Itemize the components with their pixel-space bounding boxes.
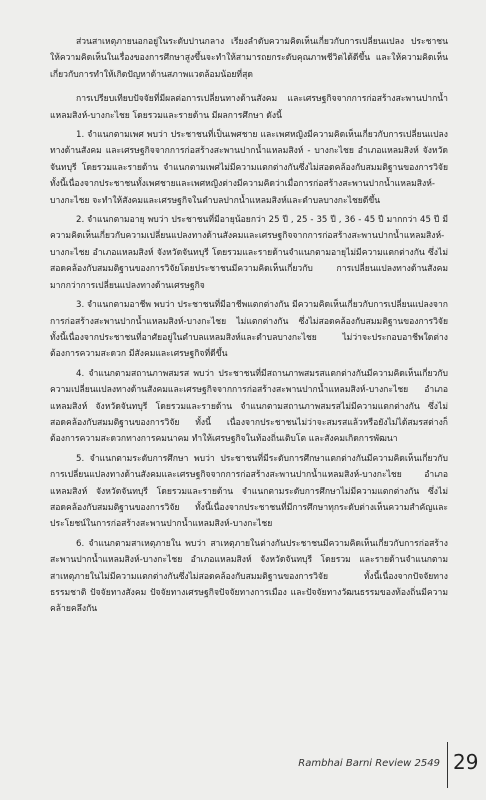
finding-occupation: 3. จำแนกตามอาชีพ พบว่า ประชาชนที่มีอาชีพแตกต่างกัน มีความคิดเห็นเกี่ยวกับการเปลี่ยนแปลงจากการก่อสร้างสะพานปากน้ำแหลมสิงห์-บางกะไชย ไม่แตกต่างกัน ซึ่งไม่สอดคล้องกับสมมติฐานของการวิจัย ทั้งนี้เนื่องจากประชาชนที่อาศัยอยู่ในตำบลแหลมสิงห์และตำบลบางกะไชย ไม่ว่าจะประกอบอาชีพใดต่างต้องการความสะดวก มีสังคมและเศรษฐกิจที่ดีขึ้น [50,300,448,360]
intro-paragraph: ส่วนสาเหตุภายนอกอยู่ในระดับปานกลาง เรียงลำดับความคิดเห็นเกี่ยวกับการเปลี่ยนแปลง ประชาชนให้ความคิดเห็นในเรื่องของการศึกษาสูงขึ้นจะทำให้สามารถยกระดับคุณภาพชีวิตได้ดีขึ้น และให้ความคิดเห็นเกี่ยวกับการทำให้เกิดปัญหาด้านสภาพแวดล้อมน้อยที่สุด [50,37,448,80]
finding-gender: 1. จำแนกตามเพศ พบว่า ประชาชนที่เป็นเพศชาย และเพศหญิงมีความคิดเห็นเกี่ยวกับการเปลี่ยนแปลงทางด้านสังคม และเศรษฐกิจจากการก่อสร้างสะพานปากน้ำแหลมสิงห์ - บางกะไชย อำเภอแหลมสิงห์ จังหวัดจันทบุรี โดยรวมและรายด้าน จำแนกตามเพศไม่มีความแตกต่างกันซึ่งไม่สอดคล้องกับสมมติฐานของการวิจัย ทั้งนี้เนื่องจากประชาชนทั้งเพศชายและเพศหญิงต่างมีความคิดว่าเมื่อการก่อสร้างสะพานปากน้ำแหลมสิงห์-บางกะไชย จะทำให้สังคมและเศรษฐกิจในตำบลปากน้ำแหลมสิงห์และตำบลบางกะไชยดีขึ้น [50,130,448,206]
page-number: 29 [453,750,479,774]
footer-divider [447,742,448,788]
finding-education: 5. จำแนกตามระดับการศึกษา พบว่า ประชาชนที่มีระดับการศึกษาแตกต่างกันมีความคิดเห็นเกี่ยวกับการเปลี่ยนแปลงทางด้านสังคมและเศรษฐกิจจากการก่อสร้างสะพานปากน้ำแหลมสิงห์-บางกะไชย อำเภอแหลมสิงห์ จังหวัดจันทบุรี โดยรวมและรายด้าน จำแนกตามระดับการศึกษาไม่มีความแตกต่างกัน ซึ่งไม่สอดคล้องกับสมมติฐานของการวิจัย ทั้งนี้เนื่องจากประชาชนที่มีการศึกษาทุกระดับต่างเห็นความสำคัญและประโยชน์ในการก่อสร้างสะพานปากน้ำแหลมสิงห์-บางกะไชย [50,453,448,530]
finding-marital-status: 4. จำแนกตามสถานภาพสมรส พบว่า ประชาชนที่มีสถานภาพสมรสแตกต่างกันมีความคิดเห็นเกี่ยวกับความเปลี่ยนแปลงทางด้านสังคมและเศรษฐกิจจากการก่อสร้างสะพานปากน้ำแหลมสิงห์-บางกะไชย อำเภอแหลมสิงห์ จังหวัดจันทบุรี โดยรวมและรายด้าน จำแนกตามสถานภาพสมรสไม่มีความแตกต่างกัน ซึ่งไม่สอดคล้องกับสมมติฐานของการวิจัย ทั้งนี้ เนื่องจากประชาชนไม่ว่าจะสมรสแล้วหรือยังไม่ได้สมรสต่างก็ต้องการความสะดวกทางการคมนาคม ทำให้เศรษฐกิจในท้องถิ่นเติบโต และสังคมเกิดการพัฒนา [50,368,448,445]
journal-title: Rambhai Barni Review 2549 [298,758,440,769]
page-footer [0,742,486,782]
finding-internal-causes: 6. จำแนกตามสาเหตุภายใน พบว่า สาเหตุภายในต่างกันประชาชนมีความคิดเห็นเกี่ยวกับการก่อสร้างสะพานปากน้ำแหลมสิงห์-บางกะไชย อำเภอแหลมสิงห์ จังหวัดจันทบุรี โดยรวม และรายด้านจำแนกตามสาเหตุภายในไม่มีความแตกต่างกันซึ่งไม่สอดคล้องกับสมมติฐานของการวิจัย ทั้งนี้เนื่องจากปัจจัยทางธรรมชาติ ปัจจัยทางสังคม ปัจจัยทางเศรษฐกิจปัจจัยทางการเมือง และปัจจัยทางวัฒนธรรมของท้องถิ่นมีความคล้ายคลึงกัน [50,538,448,615]
comparison-intro-paragraph: การเปรียบเทียบปัจจัยที่มีผลต่อการเปลี่ยนทางด้านสังคม และเศรษฐกิจจากการก่อสร้างสะพานปากน้ำแหลมสิงห์-บางกะไชย โดยรวมและรายด้าน มีผลการศึกษา ดังนี้ [50,94,448,121]
finding-age: 2. จำแนกตามอายุ พบว่า ประชาชนที่มีอายุน้อยกว่า 25 ปี , 25 - 35 ปี , 36 - 45 ปี มากกว่า 45 ปี มีความคิดเห็นเกี่ยวกับความเปลี่ยนแปลงทางด้านสังคมและเศรษฐกิจจากการก่อสร้างสะพานปากน้ำแหลมสิงห์-บางกะไชย อำเภอแหลมสิงห์ จังหวัดจันทบุรี โดยรวมและรายด้านจำแนกตามอายุไม่มีความแตกต่างกัน ซึ่งไม่สอดคล้องกับสมมติฐานของการวิจัยโดยประชาชนมีความคิดเห็นเกี่ยวกับ การเปลี่ยนแปลงทางด้านสังคมมากกว่าการเปลี่ยนแปลงทางด้านเศรษฐกิจ [50,215,448,291]
